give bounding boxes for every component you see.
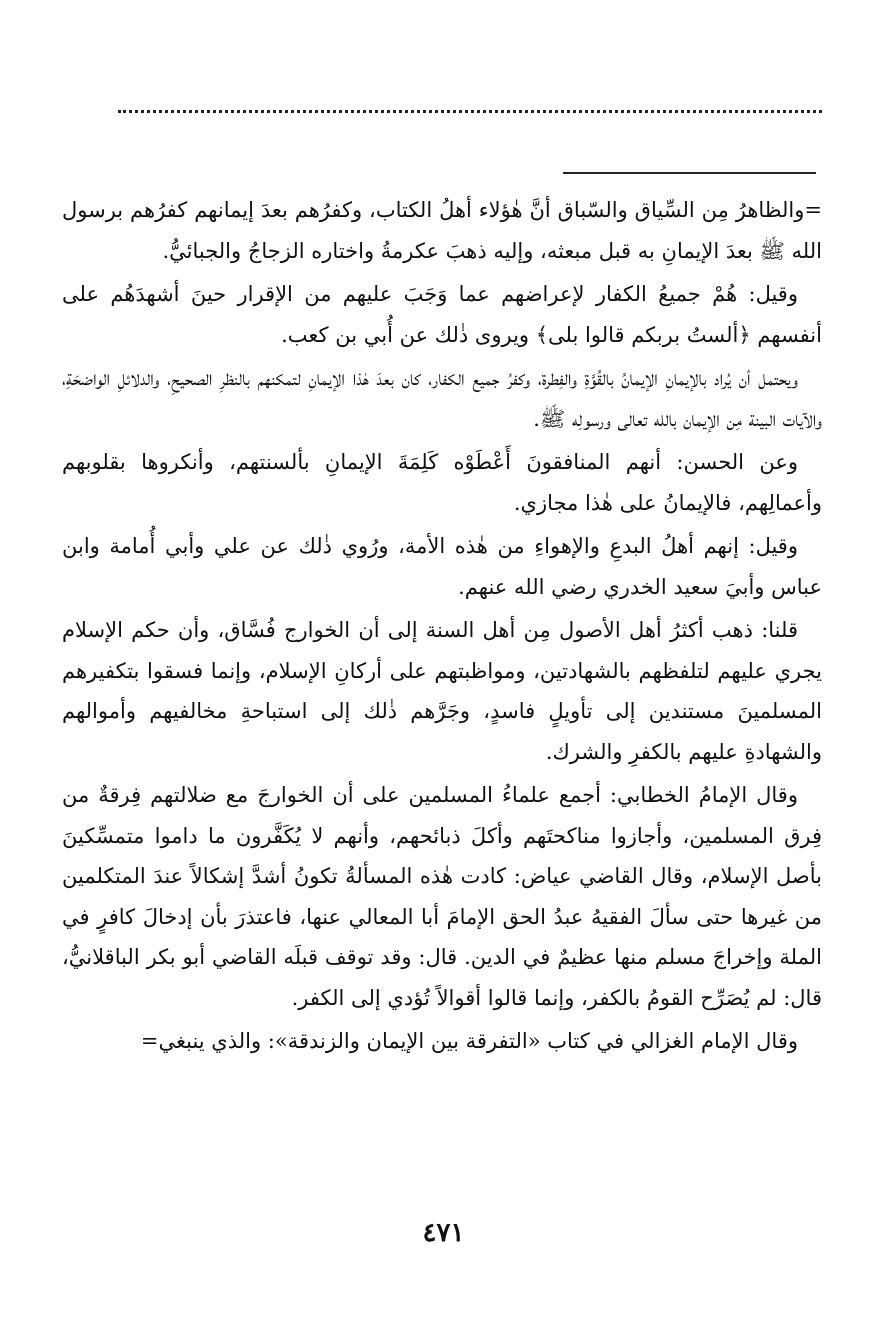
- paragraph: وقال الإمامُ الخطابي: أجمع علماءُ المسلمين على أن الخوارجَ مع ضلالتهم فِرقةٌ من فِرق المسلمين، وأجازوا مناكحتَهم وأكلَ ذبائحهم، وأنهم لا يُكَفَّرون ما داموا متمسِّكينَ بأصل الإسلام، وقال القاضي عياض: كادت هٰذه المسألةُ تكونُ أشدَّ إشكالاً عندَ المتكلمين من غيرها حتى سألَ الفقيهُ عبدُ الحق الإمامَ أبا المعالي عنها، فاعتذرَ بأن إدخالَ كافرٍ في الملة وإخراجَ مسلم منها عظيمٌ في الدين. قال: وقد توقف قبلَه القاضي أبو بكر الباقلانيُّ، قال: لم يُصَرِّح القومُ بالكفر، وإنما قالوا أقوالاً تُؤدي إلى الكفر.: [62, 783, 822, 1010]
- footnote-rule: [563, 172, 816, 174]
- footnote-text: [62, 190, 822, 1065]
- paragraph: ويحتمل أن يُراد بالإيمانِ الإيمانُ بالقُوَّةِ والفِطرة، وكفرُ جميع الكفار، كان بعدَ هٰذا الإيمانِ لتمكنهم بالنظرِ الصحيحِ، والدلائلِ الواضحَةِ، والآيات البينة مِن الإيمان بالله تعالى ورسولِه ﷺ.: [62, 366, 822, 431]
- paragraph: وعن الحسن: أنهم المنافقونَ أَعْطَوْه كَلِمَةَ الإيمانِ بألسنتهم، وأنكروها بقلوبهم وأعمالِهم، فالإيمانُ على هٰذا مجازي.: [62, 450, 822, 515]
- paragraph: وقيل: إنهم أهلُ البدعِ والإهواءِ من هٰذه الأمة، ورُوي ذٰلك عن علي وأبي أُمامة وابن عباس وأبيَ سعيد الخدري رضي الله عنهم.: [62, 534, 822, 599]
- paragraph: وقال الإمام الغزالي في كتاب «التفرقة بين الإيمان والزندقة»: والذي ينبغي=: [140, 1029, 798, 1053]
- paragraph: قلنا: ذهب أكثرُ أهل الأصول مِن أهل السنة إلى أن الخوارج فُسَّاق، وأن حكم الإسلام يجري عليهم لتلفظهم بالشهادتين، ومواظبتهم على أركانِ الإسلام، وإنما فسقوا بتكفيرهم المسلمينَ مستندين إلى تأويلٍ فاسدٍ، وجَرَّهم ذٰلك إلى استباحةِ مخالفيهم وأموالهم والشهادةِ عليهم بالكفرِ والشرك.: [62, 618, 822, 764]
- page-number: ٤٧١: [422, 1218, 465, 1248]
- paragraph: وقيل: هُمْ جميعُ الكفار لإعراضهم عما وَجَبَ عليهم من الإقرار حينَ أشهدَهُم على أنفسهم ﴿ألستُ بربكم قالوا بلى﴾ ويروى ذٰلك عن أُبي بن كعب.: [62, 282, 822, 347]
- dotted-separator: [118, 110, 822, 113]
- paragraph: =والظاهرُ مِن السِّياق والسّباق أنَّ هٰؤلاء أهلُ الكتاب، وكفرُهم بعدَ إيمانهم كفرُهم برسول الله ﷺ بعدَ الإيمانِ به قبل مبعثه، وإليه ذهبَ عكرمةُ واختاره الزجاجُ والجبائيُّ.: [62, 198, 822, 263]
